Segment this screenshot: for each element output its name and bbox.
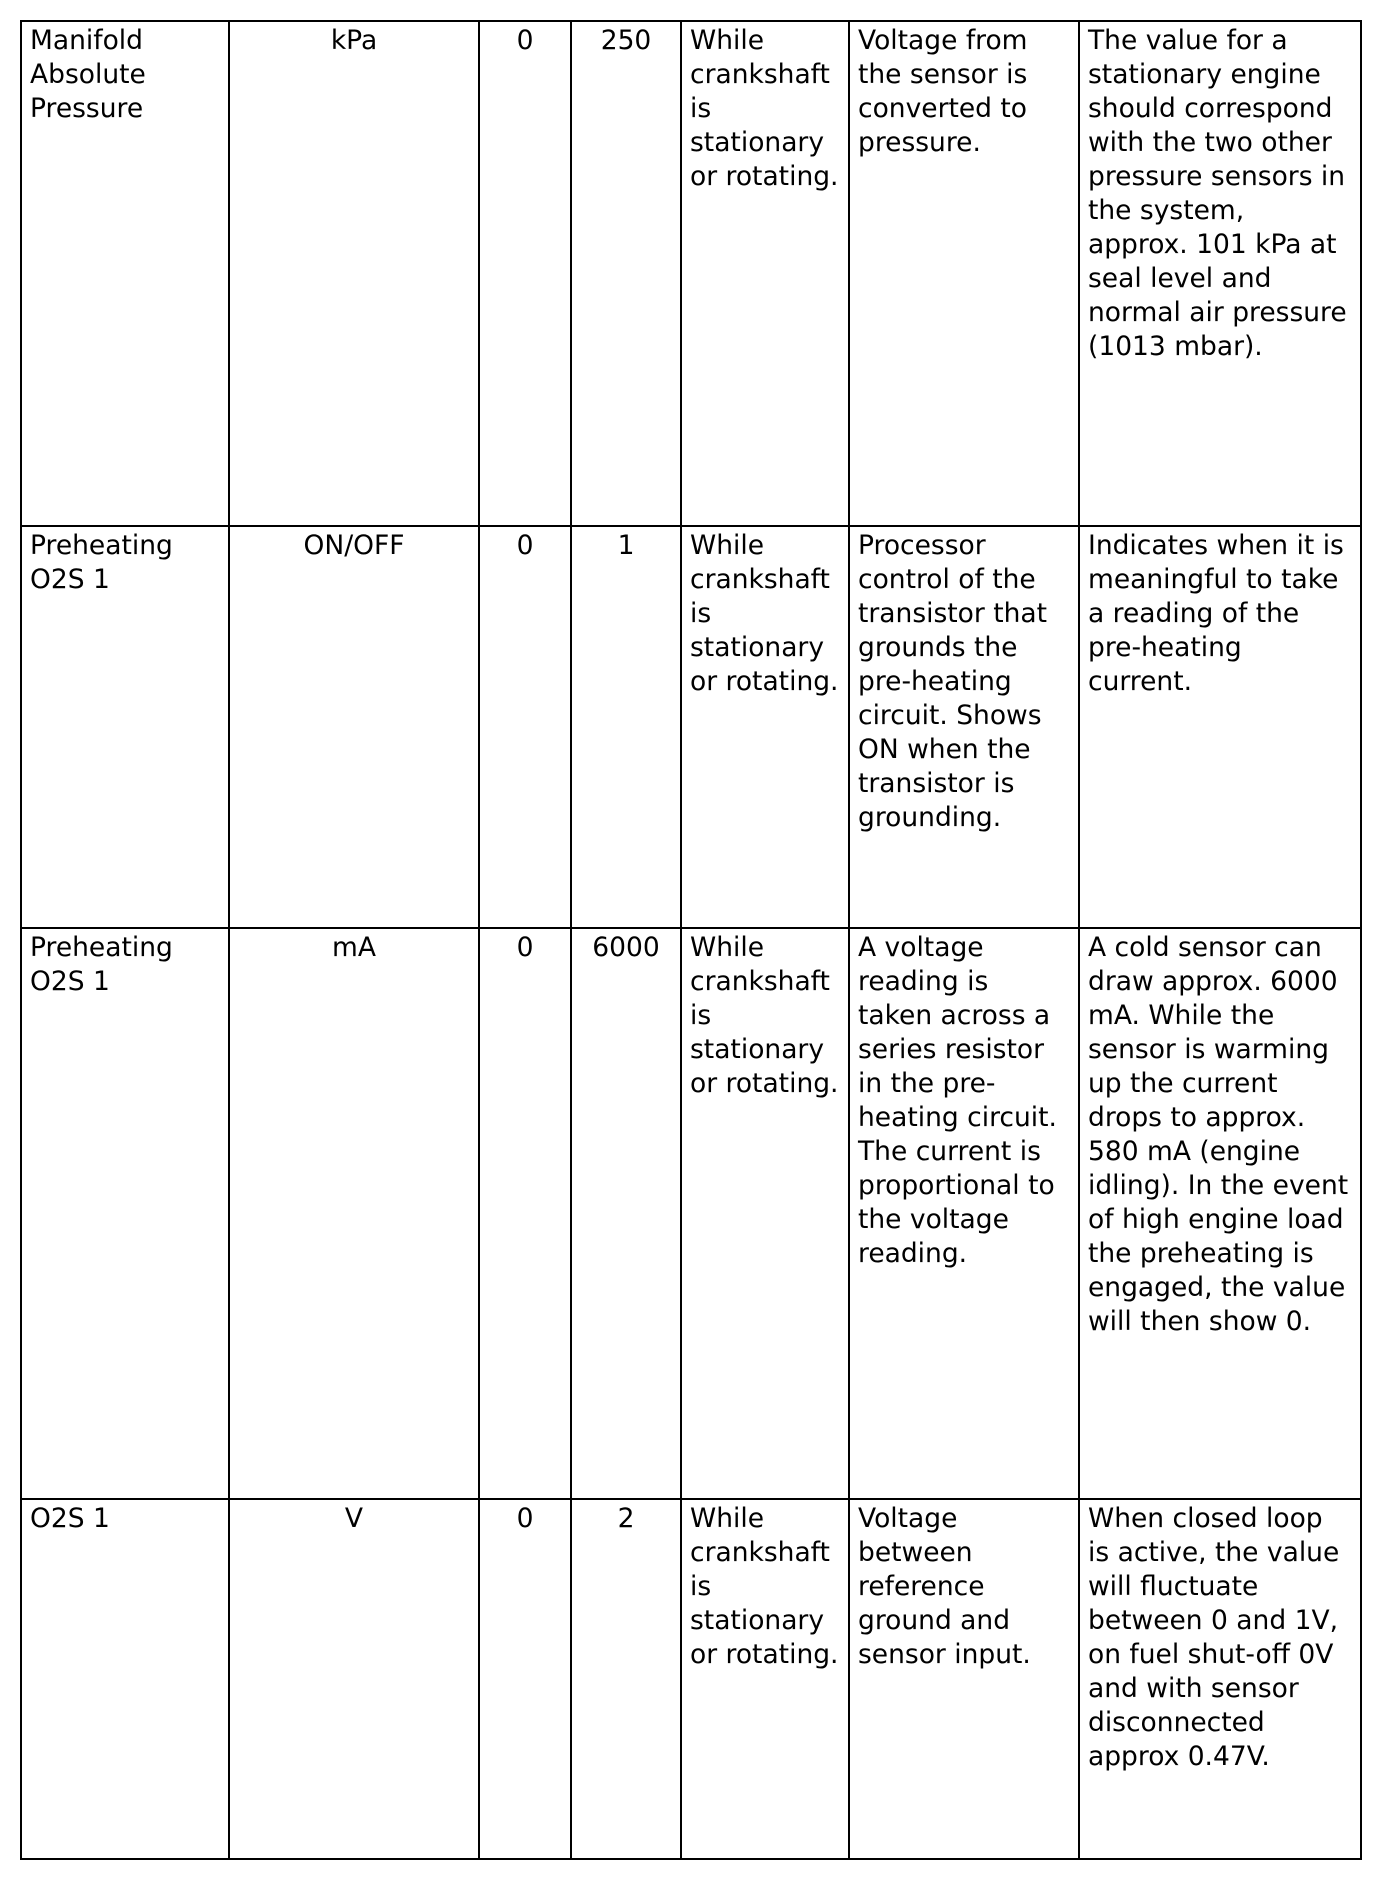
parameter-max: 6000 [571,928,681,1499]
parameter-description: Voltage from the sensor is converted to pressure. [849,21,1079,526]
parameter-min: 0 [479,21,571,526]
parameter-min: 0 [479,928,571,1499]
table-row [21,21,1361,526]
table-row [21,1499,1361,1859]
parameter-note: A cold sensor can draw approx. 6000 mA. While the sensor is warming up the current drops to approx. 580 mA (engine idling). In the event of high engine load the preheating is engaged, the value will then show 0. [1079,928,1361,1499]
parameter-condition: While crankshaft is stationary or rotating. [681,928,849,1499]
parameter-note: When closed loop is active, the value will fluctuate between 0 and 1V, on fuel shut-off 0V and with sensor disconnected approx 0.47V. [1079,1499,1361,1859]
parameter-note: The value for a stationary engine should correspond with the two other pressure sensors in the system, approx. 101 kPa at seal level and normal air pressure (1013 mbar). [1079,21,1361,526]
parameter-min: 0 [479,526,571,928]
parameter-max: 2 [571,1499,681,1859]
parameter-name: O2S 1 [21,1499,229,1859]
parameter-min: 0 [479,1499,571,1859]
parameter-table [20,20,1362,1860]
parameter-name: Manifold Absolute Pressure [21,21,229,526]
parameter-unit: ON/OFF [229,526,479,928]
parameter-max: 1 [571,526,681,928]
table-row [21,526,1361,928]
parameter-name: Preheating O2S 1 [21,928,229,1499]
parameter-description: A voltage reading is taken across a series resistor in the pre-heating circuit. The current is proportional to the voltage reading. [849,928,1079,1499]
parameter-condition: While crankshaft is stationary or rotating. [681,526,849,928]
parameter-name: Preheating O2S 1 [21,526,229,928]
parameter-description: Processor control of the transistor that grounds the pre-heating circuit. Shows ON when the transistor is grounding. [849,526,1079,928]
parameter-unit: mA [229,928,479,1499]
parameter-description: Voltage between reference ground and sensor input. [849,1499,1079,1859]
parameter-unit: V [229,1499,479,1859]
parameter-unit: kPa [229,21,479,526]
parameter-max: 250 [571,21,681,526]
parameter-condition: While crankshaft is stationary or rotating. [681,21,849,526]
parameter-note: Indicates when it is meaningful to take a reading of the pre-heating current. [1079,526,1361,928]
table-row [21,928,1361,1499]
parameter-condition: While crankshaft is stationary or rotating. [681,1499,849,1859]
